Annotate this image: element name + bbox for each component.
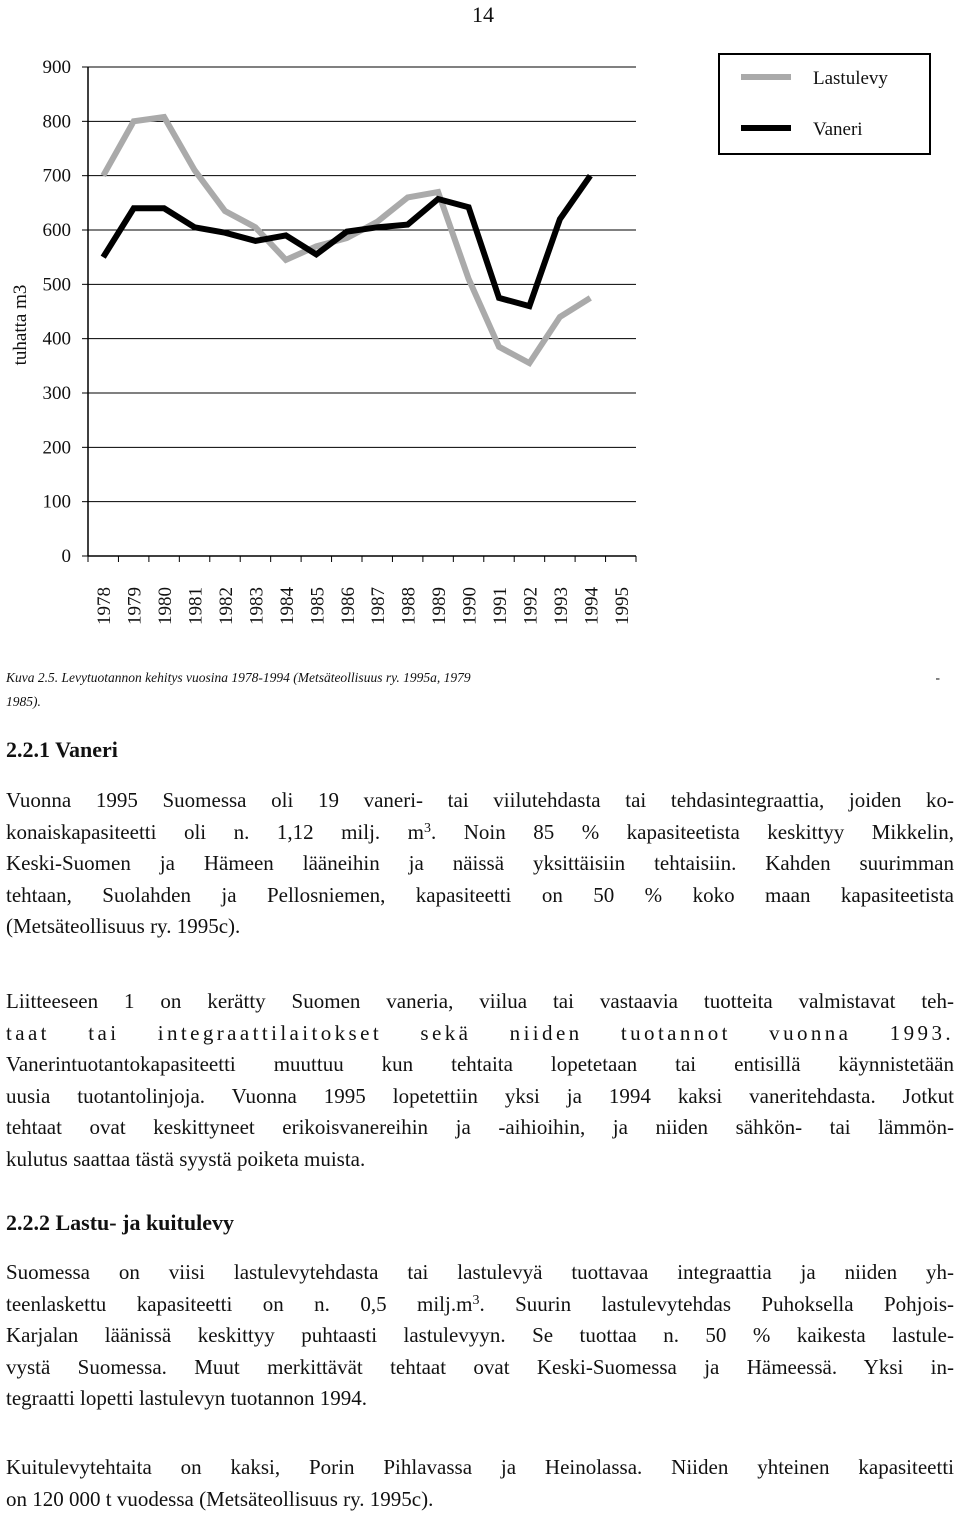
text-line: Liitteeseen 1 on kerätty Suomen vaneria, viilua tai vastaavia tuotteita valmistavat teh- (6, 989, 954, 1013)
x-tick-label: 1990 (459, 587, 481, 625)
text-line: tegraatti lopetti lastulevyn tuotannon 1994. (6, 1386, 368, 1410)
x-axis (88, 556, 636, 625)
y-tick-label: 0 (61, 546, 71, 567)
y-axis (43, 57, 89, 567)
y-tick-label: 200 (42, 437, 71, 459)
paragraph-vaneri-2 (6, 986, 954, 1175)
y-tick-label: 500 (42, 274, 71, 296)
paragraph-kuitulevy (6, 1452, 954, 1515)
text-line: tehtaat ovat keskittyneet erikoisvanereihin ja -aihioihin, ja niiden sähkön- tai lämmön- (6, 1115, 954, 1139)
text-line: konaiskapasiteetti oli n. 1,12 milj. $m^3$. Noin 85 % kapasiteetista keskittyy Mikkelin, (6, 819, 955, 844)
x-tick-label: 1992 (520, 587, 542, 625)
x-tick-label: 1988 (398, 587, 420, 625)
text-line: teenlaskettu kapasiteetti on n. 0,5 $milj.m^3$. Suurin lastulevytehdas Puhoksella Pohjois- (6, 1291, 955, 1316)
text-line: Kuitulevytehtaita on kaksi, Porin Pihlavassa ja Heinolassa. Niiden yhteinen kapasiteetti (6, 1455, 954, 1479)
text-line: Vuonna 1995 Suomessa oli 19 vaneri- tai viilutehdasta tai tehdasintegraattia, joiden ko- (6, 788, 954, 812)
chart-legend (719, 54, 930, 154)
y-tick-label: 700 (42, 165, 71, 187)
x-tick-label: 1987 (368, 587, 390, 625)
x-tick-label: 1978 (94, 587, 116, 625)
x-tick-label: 1986 (337, 587, 359, 625)
x-tick-label: 1991 (490, 587, 511, 625)
text-line: Keski-Suomen ja Hämeen lääneihin ja näissä yksittäisiin tehtaisiin. Kahden suurimman (6, 851, 954, 875)
text-line: kulutus saattaa tästä syystä poiketa muista. (6, 1146, 366, 1171)
text-line: uusia tuotantolinjoja. Vuonna 1995 lopetettiin yksi ja 1994 kaksi vaneritehdasta. Jotkut (6, 1083, 954, 1108)
series-line-lastulevy (103, 117, 590, 363)
heading-lastu-kuitulevy: 2.2.2 Lastu- ja kuitulevy (6, 1210, 234, 1235)
text-line: Karjalan läänissä keskittyy puhtaasti lastulevyyn. Se tuottaa n. 50 % kaikesta lastule- (6, 1323, 954, 1347)
page-number: 14 (472, 2, 494, 27)
x-tick-label: 1982 (216, 587, 237, 625)
y-tick-label: 400 (42, 328, 71, 350)
text-line: tehtaan, Suolahden ja Pellosniemen, kapasiteetti on 50 % koko maan kapasiteetista (6, 882, 954, 907)
production-line-chart (0, 0, 960, 640)
paragraph-lastu-1 (6, 1257, 954, 1415)
x-tick-label: 1994 (581, 587, 603, 625)
y-axis-label: tuhatta m3 (10, 284, 31, 366)
x-tick-label: 1993 (550, 587, 572, 625)
y-tick-label: 900 (42, 57, 71, 78)
y-tick-label: 300 (42, 383, 71, 404)
x-tick-label: 1980 (155, 587, 177, 625)
x-tick-label: 1983 (246, 587, 268, 625)
x-tick-label: 1981 (185, 587, 207, 625)
y-tick-label: 100 (42, 491, 71, 513)
legend-label-lastulevy: Lastulevy (813, 68, 888, 89)
legend-label-vaneri: Vaneri (813, 119, 863, 140)
caption-line-1: Kuva 2.5. Levytuotannon kehitys vuosina 1978-1994 (Metsäteollisuus ry. 1995a, 1979 (6, 670, 471, 685)
heading-vaneri: 2.2.1 Vaneri (6, 737, 118, 762)
y-tick-label: 800 (42, 111, 71, 133)
caption-line-2: 1985). (6, 694, 41, 709)
text-line: taat tai integraattilaitokset sekä niiden tuotannot vuonna 1993. (6, 1020, 954, 1045)
text-line: on 120 000 t vuodessa (Metsäteollisuus ry. 1995c). (6, 1486, 434, 1511)
x-tick-label: 1979 (124, 587, 146, 625)
text-line: (Metsäteollisuus ry. 1995c). (6, 914, 241, 938)
chart-series (103, 117, 590, 363)
x-tick-label: 1989 (429, 587, 451, 625)
figure-caption (6, 660, 940, 696)
caption-dash: - (935, 670, 940, 685)
x-tick-label: 1985 (307, 587, 329, 625)
y-tick-label: 600 (42, 220, 71, 241)
text-line: vystä Suomessa. Muut merkittävät tehtaat ovat Keski-Suomessa ja Hämeessä. Yksi in- (6, 1354, 954, 1379)
text-line: Suomessa on viisi lastulevytehdasta tai lastulevyä tuottavaa integraattia ja niiden yh- (6, 1260, 954, 1284)
text-line: Vanerintuotantokapasiteetti muuttuu kun tehtaita lopetetaan tai entisillä käynnistetään (6, 1052, 954, 1076)
x-tick-label: 1984 (276, 587, 298, 625)
paragraph-vaneri-1 (6, 785, 954, 943)
x-tick-label: 1995 (611, 587, 633, 625)
